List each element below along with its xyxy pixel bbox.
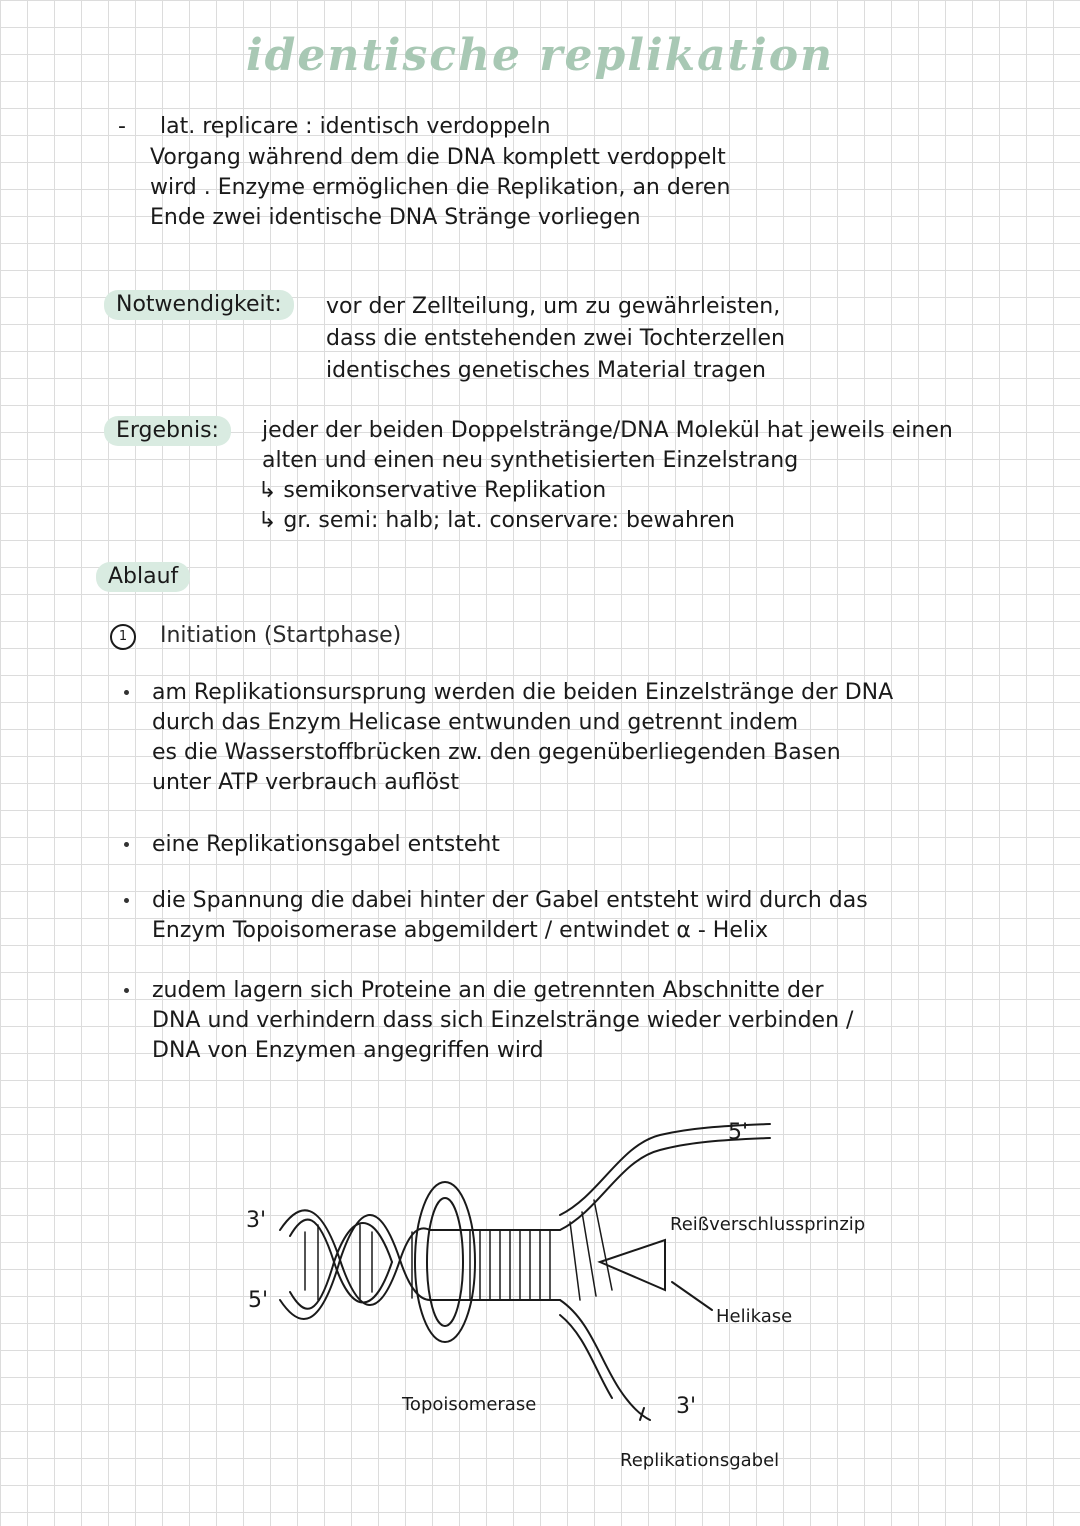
page-title: identische replikation [245,30,835,81]
intro-line-1: lat. replicare : identisch verdoppeln [160,114,551,139]
bullet-3-line-1: die Spannung die dabei hinter der Gabel entsteht wird durch das [152,888,868,913]
label-3prime-left: 3' [246,1208,267,1233]
step-number-badge: 1 [110,624,136,650]
label-topoisomerase: Topoisomerase [402,1394,537,1415]
label-helikase: Helikase [716,1306,793,1327]
intro-line-3: wird . Enzyme ermöglichen die Replikation, an deren [150,175,731,200]
helix-strand-b [280,1215,430,1319]
step-title: Initiation (Startphase) [160,623,402,648]
bullet-3-line-2: Enzym Topoisomerase abgemildert / entwindet α - Helix [152,918,769,943]
topoisomerase-ring [415,1182,475,1342]
notwendigkeit-label: Notwendigkeit: [104,290,294,320]
ergebnis-line-2: alten und einen neu synthetisierten Einzelstrang [262,448,799,473]
intro-line-2: Vorgang während dem die DNA komplett verdoppelt [150,145,726,170]
helix-strand-a [280,1210,430,1305]
label-5prime-left: 5' [248,1288,269,1313]
label-replikationsgabel: Replikationsgabel [620,1450,780,1471]
notwendigkeit-line-2: dass die entstehenden zwei Tochterzellen [326,326,785,351]
notwendigkeit-line-3: identisches genetisches Material tragen [326,358,766,383]
ergebnis-sub-2: ↳ gr. semi: halb; lat. conservare: bewahren [258,508,735,533]
bullet-4-line-1: zudem lagern sich Proteine an die getrennten Abschnitte der [152,978,824,1003]
intro-bullet: - [118,114,126,139]
bullet-1-line-3: es die Wasserstoffbrücken zw. den gegenüberliegenden Basen [152,740,841,765]
label-3prime-bottom: 3' [676,1394,697,1419]
label-5prime-top: 5' [728,1120,749,1145]
ablauf-label: Ablauf [96,562,190,592]
bullet-1-line-4: unter ATP verbrauch auflöst [152,770,460,795]
ergebnis-label: Ergebnis: [104,416,231,446]
notwendigkeit-line-1: vor der Zellteilung, um zu gewährleisten, [326,294,781,319]
bullet-1-line-2: durch das Enzym Helicase entwunden und getrennt indem [152,710,799,735]
bullet-2-line-1: eine Replikationsgabel entsteht [152,832,500,857]
bullet-4-line-2: DNA und verhindern dass sich Einzelstränge wieder verbinden / [152,1008,854,1033]
intro-line-4: Ende zwei identische DNA Stränge vorliegen [150,205,641,230]
bullet-1-line-1: am Replikationsursprung werden die beiden Einzelstränge der DNA [152,680,894,705]
bullet-4-line-3: DNA von Enzymen angegriffen wird [152,1038,544,1063]
lower-strand [560,1300,650,1420]
label-reissverschluss: Reißverschlussprinzip [670,1214,866,1235]
ergebnis-line-1: jeder der beiden Doppelstränge/DNA Molekül hat jeweils einen [262,418,953,443]
ergebnis-sub-1: ↳ semikonservative Replikation [258,478,607,503]
